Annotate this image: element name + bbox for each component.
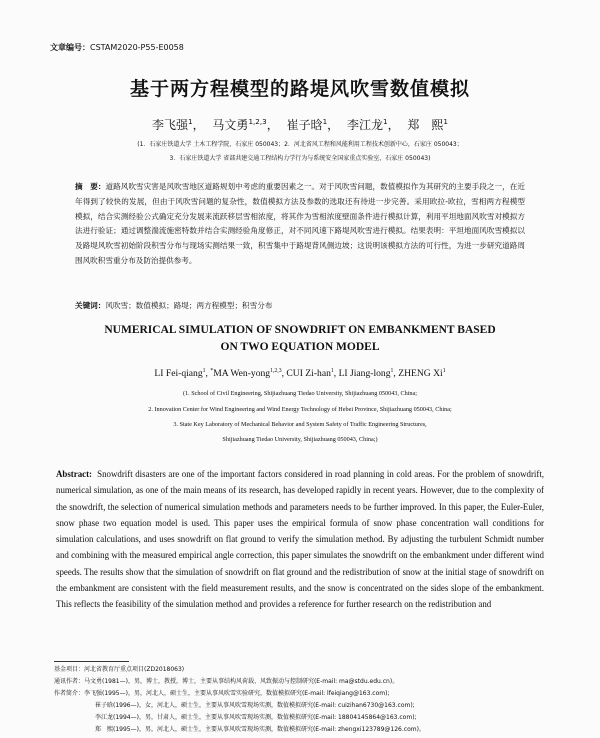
abstract-en-text: Snowdrift disasters are one of the important factors considered in road planning in cold areas. For the problem of snowdrift, numerical simulation, as one of the main means of its research, has developed rapidly in recent years. However, due to the complexity of the snowdrift, the selection of numerical simulation methods and parameters needs to be further improved. In this paper, the Euler-Euler, snow phase two equation model is used. This paper uses the empirical formula of snow phase concentration wall conditions for simulation calculations, and uses snowdrift on flat ground to verify the simulation method. By adjusting the turbulent Schmidt number and combining with the measured empirical angle correction, this paper simulates the snowdrift on the embankment under different wind speeds. The results show that the simulation of snowdrift on flat ground and the redistribution of snow at the initial stage of snowdrift on the embankment are consistent with the field measurement results, and the snow is concentrated on the sides slope of the embankment. This reflects the feasibility of the simulation method and provides a reference for further research on the redistribution and — [56, 469, 545, 610]
affiliation-en-line: 3. State Key Laboratory of Mechanical Behavior and System Safety of Traffic Engineering Structures, — [173, 421, 427, 428]
title-english — [40, 322, 560, 356]
abstract-english — [56, 466, 544, 613]
document-number-value: CSTAM2020-P55-E0058 — [90, 43, 184, 52]
footnote-bio: 李江龙(1994—)，男，甘肃人，硕士生，主要从事风吹雪现场实测，数值模拟研究(E-mail: 18804145864@163.com); — [95, 714, 417, 721]
author-cn: 李江龙$^1$ — [346, 117, 388, 132]
document-number — [50, 42, 184, 53]
affiliation-cn-line: 3．石家庄铁道大学 省部共建交通工程结构力学行为与系统安全国家重点实验室，石家庄 050043) — [169, 155, 431, 162]
document-number-label: 文章编号： — [50, 43, 90, 52]
footnote-intro-label: 作者简介： — [54, 690, 85, 697]
affiliation-cn-line: (1．石家庄铁道大学 土木工程学院，石家庄 050043；2．河北省风工程和风能利用工程技术创新中心，石家庄 050043； — [137, 141, 463, 148]
author-cn: 李飞强$^1$ — [152, 117, 193, 132]
footnote-divider — [54, 661, 129, 662]
footnote-bio: 郑 熙(1995—)，男，河北人，硕士生，主要从事风吹雪现场实测，数值模拟研究(E-mail: zhengxi123789@126.com)。 — [95, 726, 425, 733]
footnote-bio: 崔子晗(1996—)，女，河北人，硕士生，主要从事风吹雪现场实测，数值模拟研究(E-mail: cuizihan6730@163.com); — [95, 702, 415, 709]
author-en: LI Fei-qiang$^1$ — [154, 368, 206, 380]
abstract-cn-text: 道路风吹雪灾害是风吹雪地区道路规划中考虑的重要因素之一。对于风吹雪问题，数值模拟作为其研究的主要手段之一，在近年得到了较快的发展，但由于风吹雪问题的复杂性，数值模拟方法及参数的选取还有待进一步完善。采用欧拉-欧拉，雪相两方程模型模拟，结合实测经验公式确定充分发展来流跃移层雪相浓度，将其作为雪相浓度壁面条件进行模拟计算，利用平坦地面风吹雪对模拟方法进行验证；通过调整湍流施密特数并结合实测经验角度修正，对不同风速下路堤风吹雪进行模拟。结果表明：平坦地面风吹雪模拟以及路堤风吹雪初始阶段积雪分布与现场实测结果一致，积雪集中于路堤背风侧边坡；这说明该模拟方法的可行性，为进一步研究道路周围风吹积雪重分布及防治提供参考。 — [75, 182, 525, 265]
author-cn: 马文勇$^{1,2,3}$ — [212, 117, 267, 132]
keywords-cn-text: 风吹雪；数值模拟；路堤；两方程模型；积雪分布 — [105, 301, 273, 310]
abstract-chinese — [75, 180, 525, 269]
abstract-cn-label: 摘 要： — [75, 182, 106, 191]
keywords-cn-label: 关键词： — [75, 301, 106, 310]
footnote-corresponding: 通讯作者：马文勇(1981—)，男，博士，教授，博士，主要从事结构风荷载、风致振动与控制研究(E-mail: ma@stdu.edu.cn)。 — [54, 678, 399, 685]
author-cn: 崔子晗$^1$ — [286, 117, 328, 132]
affiliation-en-line: 2. Innovation Center for Wind Engineering and Wind Energy Technology of Hebei Province, Shijiazhuang 050043, China; — [148, 406, 452, 413]
authors-chinese: 李飞强$^1$， 马文勇$^{1,2,3}$， 崔子晗$^1$， 李江龙$^1$， 郑 熙$^1$ — [152, 117, 448, 132]
affiliation-en-line: Shijiazhuang Tiedao University, Shijiazhuang 050043, China;) — [222, 436, 378, 443]
footnote-fund: 基金项目：河北省教育厅重点项目(ZD2018063) — [54, 666, 185, 673]
title-chinese: 基于两方程模型的路堤风吹雪数值模拟 — [129, 78, 470, 100]
author-en: CUI Zi-han$^1$ — [286, 368, 334, 380]
title-en-line: NUMERICAL SIMULATION OF SNOWDRIFT ON EMBANKMENT BASED — [104, 324, 496, 336]
author-en: *MA Wen-yong$^{1,2,3}$ — [210, 368, 282, 380]
abstract-en-label: Abstract: — [56, 469, 92, 479]
affiliation-en-line: (1. School of Civil Engineering, Shijiazhuang Tiedao University, Shijiazhuang 050043, China; — [182, 390, 417, 397]
author-en: ZHENG Xi$^1$ — [398, 368, 446, 380]
authors-english: LI Fei-qiang$^1$, *MA Wen-yong$^{1,2,3}$, CUI Zi-han$^1$, LI Jiang-long$^1$, ZHENG Xi$^1$ — [154, 368, 446, 380]
author-en: LI Jiang-long$^1$ — [338, 368, 394, 380]
footnote-bio-text: 李飞强(1995—)，男，河北人，硕士生，主要从事风吹雪实验研究，数值模拟研究(E-mail: lfeiqiang@163.com); — [84, 690, 390, 697]
title-en-line: ON TWO EQUATION MODEL — [220, 341, 380, 353]
keywords-chinese — [75, 300, 525, 311]
footnote-bio — [54, 688, 390, 697]
author-cn: 郑 熙$^1$ — [407, 117, 448, 132]
